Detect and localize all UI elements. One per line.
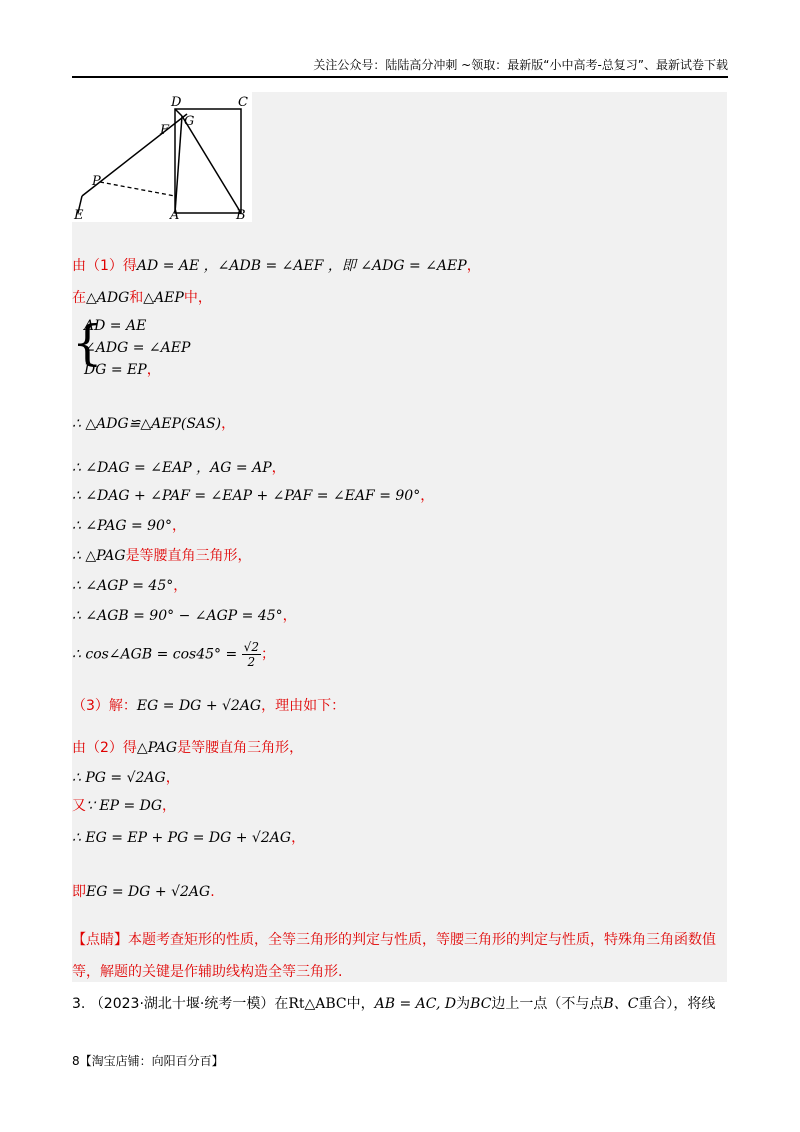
- solution-line-pg: ∴ PG = √2AG，: [72, 770, 180, 786]
- label-F: F: [160, 123, 170, 138]
- solution-part3-heading: （3）解：EG = DG + √2AG，理由如下：: [72, 698, 346, 714]
- question-3: 3. （2023·湖北十堰·统考一模）在Rt△ABC中，AB = AC, D为BC边上一点（不与点B、C重合），将线: [72, 996, 716, 1012]
- solution-line-ep: 又∵ EP = DG，: [72, 798, 177, 814]
- page-footer: 8【淘宝店铺：向阳百分百】: [72, 1054, 224, 1068]
- label-D: D: [171, 95, 182, 110]
- system-brace: {: [72, 315, 103, 371]
- system-line-3: DG = EP，: [84, 362, 161, 378]
- solution-line-agp45: ∴ ∠AGP = 45°，: [72, 578, 188, 594]
- solution-line-isosceles: ∴ △PAG是等腰直角三角形，: [72, 548, 252, 564]
- label-G: G: [184, 114, 195, 129]
- solution-line-eg-chain: ∴ EG = EP + PG = DG + √2AG，: [72, 830, 306, 846]
- solution-line-2: 在△ADG和△AEP中，: [72, 290, 212, 306]
- system-line-1: AD = AE: [84, 318, 147, 334]
- solution-line-angles-equal: ∴ ∠DAG = ∠EAP ，AG = AP，: [72, 460, 286, 476]
- solution-line-cos: ∴ cos∠AGB = cos45° = $\frac{√2}{2}$ ；: [72, 640, 275, 669]
- solution-line-1: 由（1）得AD = AE ，∠ADB = ∠AEF ，即 ∠ADG = ∠AEP，: [72, 258, 481, 274]
- page-header: 关注公众号：陆陆高分冲刺 ~领取：最新版“小中高考-总复习”、最新试卷下载: [72, 56, 728, 78]
- solution-line-from2: 由（2）得△PAG是等腰直角三角形，: [72, 740, 304, 756]
- label-E: E: [74, 208, 84, 222]
- fraction-sqrt2-over-2: $\frac{√2}{2}$: [243, 640, 259, 669]
- line-PA-dashed: [100, 182, 175, 196]
- label-C: C: [238, 95, 248, 110]
- solution-line-agb45: ∴ ∠AGB = 90° − ∠AGP = 45°，: [72, 608, 297, 624]
- solution-line-angle-sum: ∴ ∠DAG + ∠PAF = ∠EAP + ∠PAF = ∠EAF = 90°，: [72, 488, 435, 504]
- label-P: P: [92, 174, 101, 189]
- system-line-2: ∠ADG = ∠AEP: [84, 340, 191, 356]
- geometry-figure: [72, 92, 252, 222]
- line-AG: [175, 116, 182, 213]
- solution-line-pag90: ∴ ∠PAG = 90°，: [72, 518, 186, 534]
- line-GB: [182, 116, 241, 213]
- solution-line-conclusion: 即EG = DG + √2AG.: [72, 884, 215, 900]
- figure-svg: [72, 92, 252, 222]
- line-GD: [175, 109, 182, 116]
- comment-line-2: 等，解题的关键是作辅助线构造全等三角形.: [72, 964, 343, 980]
- solution-line-congruent: ∴ △ADG≌△AEP(SAS)，: [72, 416, 236, 432]
- solution-background: [72, 92, 727, 982]
- label-A: A: [170, 208, 180, 222]
- label-B: B: [236, 208, 246, 222]
- comment-line-1: 【点睛】本题考查矩形的性质，全等三角形的判定与性质，等腰三角形的判定与性质，特殊角三角函数值: [72, 932, 716, 948]
